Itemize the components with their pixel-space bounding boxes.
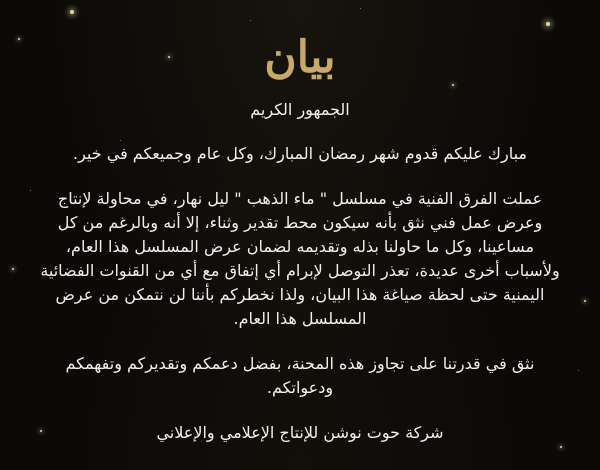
sparkle-decoration bbox=[18, 38, 20, 40]
statement-paragraph: نثق في قدرتنا على تجاوز هذه المحنة، بفضل دعمكم وتقديركم وتفهمكم ودعواتكم. bbox=[65, 354, 535, 397]
sparkle-decoration bbox=[70, 10, 74, 14]
sparkle-decoration bbox=[560, 446, 562, 448]
sparkle-decoration bbox=[12, 268, 14, 270]
dust-decoration bbox=[250, 20, 251, 21]
sparkle-decoration bbox=[546, 22, 550, 26]
dust-decoration bbox=[578, 370, 579, 371]
dust-decoration bbox=[360, 8, 361, 9]
statement-paragraph: عملت الفرق الفنية في مسلسل " ماء الذهب " ليل نهار، في محاولة لإنتاج وعرض عمل فني نثق بأنه سيكون محط تقدير وثناء، إلا أنه وبالرغم من كل مساعينا، وكل ما حاولنا بذله وتقديمه لضمان عرض المسلسل هذا العام، ولأسباب أخرى عديدة، تعذر التوصل لإبرام أي إتفاق مع أي من القنوات الفضائية اليمنية حتى لحظة صياغة هذا البيان، ولذا نخطركم بأننا لن نتمكن من عرض المسلسل هذا العام. bbox=[40, 189, 560, 328]
sparkle-decoration bbox=[584, 300, 586, 302]
statement-salutation: الجمهور الكريم bbox=[250, 100, 350, 119]
dust-decoration bbox=[30, 190, 31, 191]
statement-signature: شركة حوت نوشن للإنتاج الإعلامي والإعلاني bbox=[156, 423, 444, 442]
statement-card bbox=[40, 32, 560, 445]
statement-title: بيان bbox=[264, 32, 336, 83]
statement-paragraph: مبارك عليكم قدوم شهر رمضان المبارك، وكل عام وجميعكم في خير. bbox=[73, 144, 527, 163]
